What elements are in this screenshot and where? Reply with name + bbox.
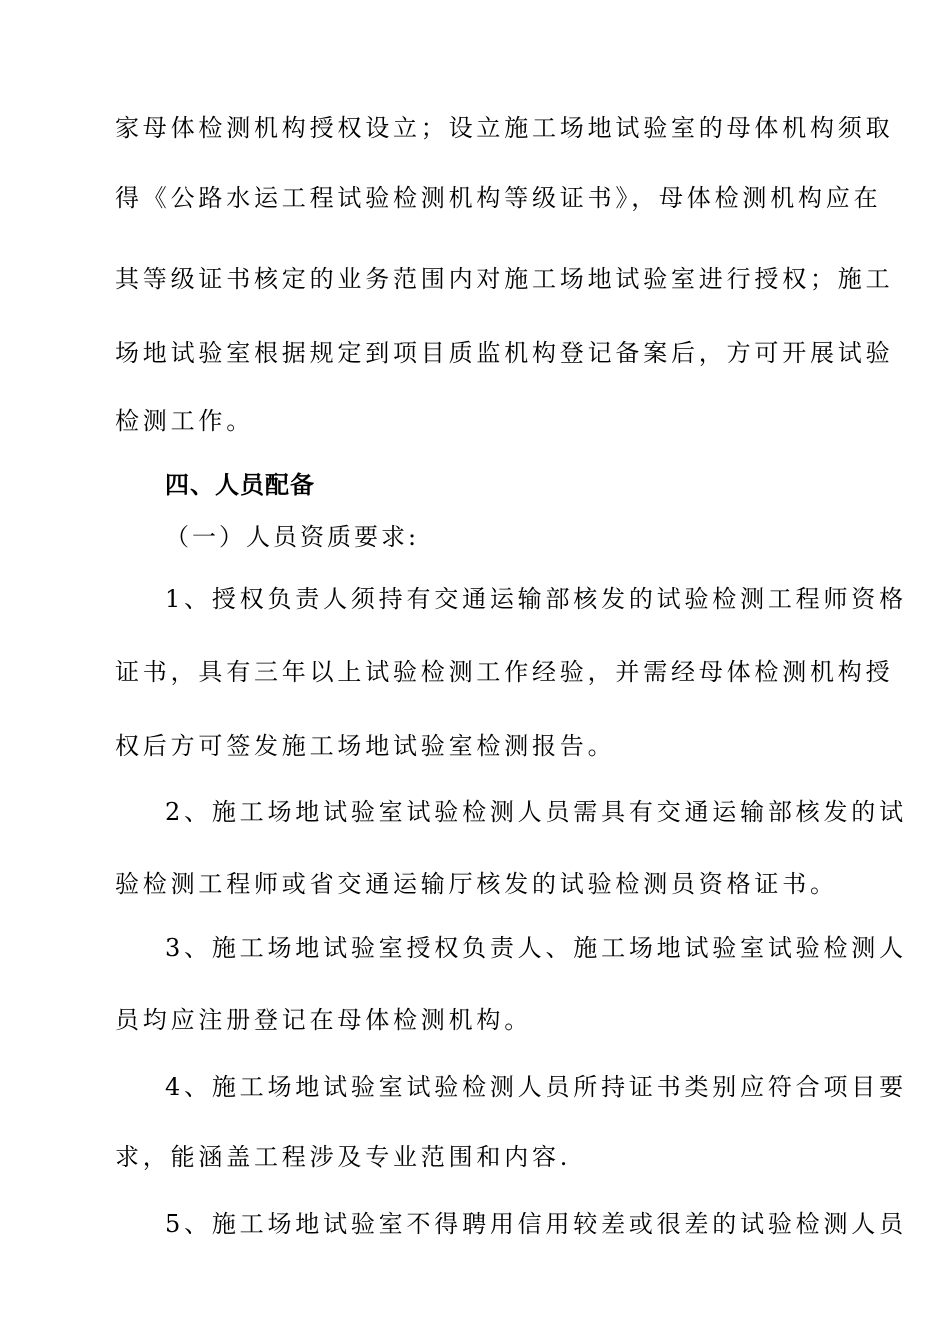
list-item-line: 4、施工场地试验室试验检测人员所持证书类别应符合项目要 xyxy=(165,1073,907,1101)
list-item-line: 2、施工场地试验室试验检测人员需具有交通运输部核发的试 xyxy=(165,798,907,826)
list-item-line: 员均应注册登记在母体检测机构。 xyxy=(115,1006,532,1034)
list-item-line: 验检测工程师或省交通运输厅核发的试验检测员资格证书。 xyxy=(115,870,838,898)
list-item-line: 1、授权负责人须持有交通运输部核发的试验检测工程师资格 xyxy=(165,585,907,613)
paragraph-line: 家母体检测机构授权设立；设立施工场地试验室的母体机构须取 xyxy=(115,114,894,142)
list-item-line: 证书，具有三年以上试验检测工作经验，并需经母体检测机构授 xyxy=(115,658,894,686)
paragraph-line: 场地试验室根据规定到项目质监机构登记备案后，方可开展试验 xyxy=(115,339,894,367)
list-item-line: 3、施工场地试验室授权负责人、施工场地试验室试验检测人 xyxy=(165,934,907,962)
list-item-line: 权后方可签发施工场地试验室检测报告。 xyxy=(115,732,616,760)
section-heading: 四、人员配备 xyxy=(165,471,315,499)
paragraph-line: 其等级证书核定的业务范围内对施工场地试验室进行授权；施工 xyxy=(115,265,894,293)
paragraph-line: 得《公路水运工程试验检测机构等级证书》，母体检测机构应在 xyxy=(115,184,882,212)
paragraph-line: 检测工作。 xyxy=(115,407,254,435)
subsection-heading: （一）人员资质要求: xyxy=(165,523,420,551)
list-item-line: 5、施工场地试验室不得聘用信用较差或很差的试验检测人员 xyxy=(165,1210,907,1238)
list-item-line: 求，能涵盖工程涉及专业范围和内容. xyxy=(115,1143,572,1171)
